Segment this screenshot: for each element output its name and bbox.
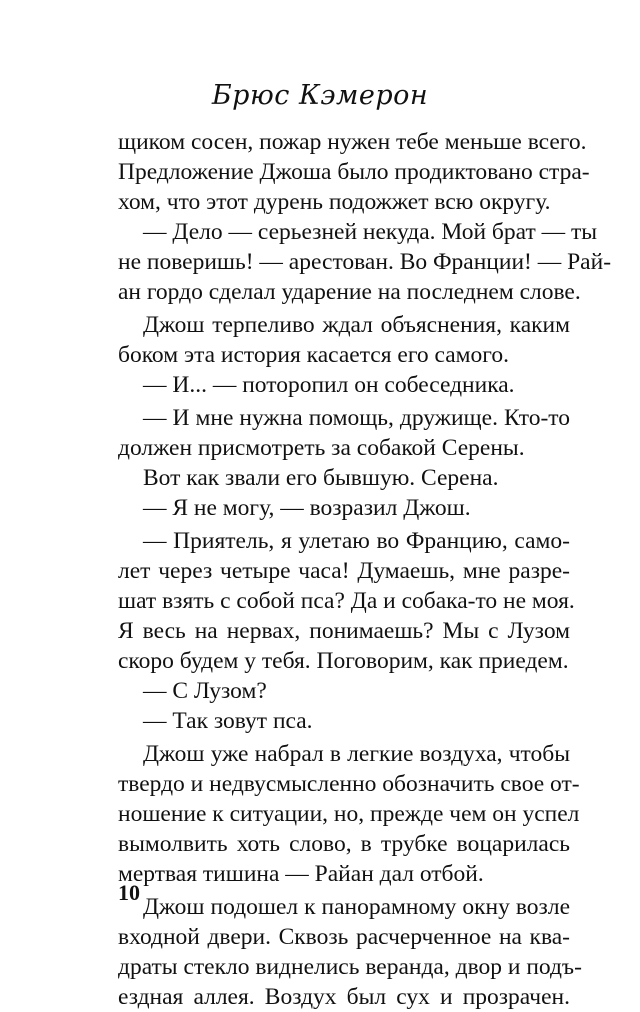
running-title: Брюс Кэмерон [211,80,429,111]
text-line: боком эта история касается его самого. [118,342,509,368]
text-line: вымолвить хоть слово, в трубке воцарилась [118,831,570,857]
text-line: Джош уже набрал в легкие воздуха, чтобы [143,741,570,767]
text-line: Предложение Джоша было продиктовано стра- [118,159,590,185]
text-line: — И мне нужна помощь, дружище. Кто-то [143,405,570,431]
text-line: драты стекло виднелись веранда, двор и подъ- [118,954,582,980]
text-line: ношение к ситуации, но, прежде чем он успел [118,801,580,827]
text-line: должен присмотреть за собакой Серены. [118,435,525,461]
text-line: — Так зовут пса. [143,708,313,734]
text-line: щиком сосен, пожар нужен тебе меньше всего. [118,129,587,155]
page-number: 10 [118,880,140,905]
text-line: — Я не могу, — возразил Джош. [143,495,471,521]
text-line: — Приятель, я улетаю во Францию, само- [143,528,570,554]
text-line: хом, что этот дурень подожжет всю округу. [118,189,551,215]
text-line: — И... — поторопил он собеседника. [143,372,515,398]
text-line: мертвая тишина — Райан дал отбой. [118,861,484,887]
body-text [118,127,612,1012]
text-line: скоро будем у тебя. Поговорим, как приедем. [118,648,569,674]
text-line: входной двери. Сквозь расчерченное на ква- [118,924,570,950]
text-line: не поверишь! — арестован. Во Франции! — Рай- [118,249,612,275]
text-line: — С Лузом? [143,678,267,704]
text-line: шат взять с собой пса? Да и собака-то не моя. [118,588,575,614]
text-line: ан гордо сделал ударение на последнем слове. [118,279,581,305]
text-line: — Дело — серьезней некуда. Мой брат — ты [143,219,598,245]
text-line: Джош подошел к панорамному окну возле [143,894,570,920]
text-line: ездная аллея. Воздух был сух и прозрачен. [118,984,570,1010]
text-line: лет через четыре часа! Думаешь, мне разре- [118,558,570,584]
text-line: Вот как звали его бывшую. Серена. [143,465,499,491]
text-line: твердо и недвусмысленно обозначить свое от- [118,771,580,797]
text-line: Джош терпеливо ждал объяснения, каким [143,312,570,338]
text-line: Я весь на нервах, понимаешь? Мы с Лузом [118,618,570,644]
